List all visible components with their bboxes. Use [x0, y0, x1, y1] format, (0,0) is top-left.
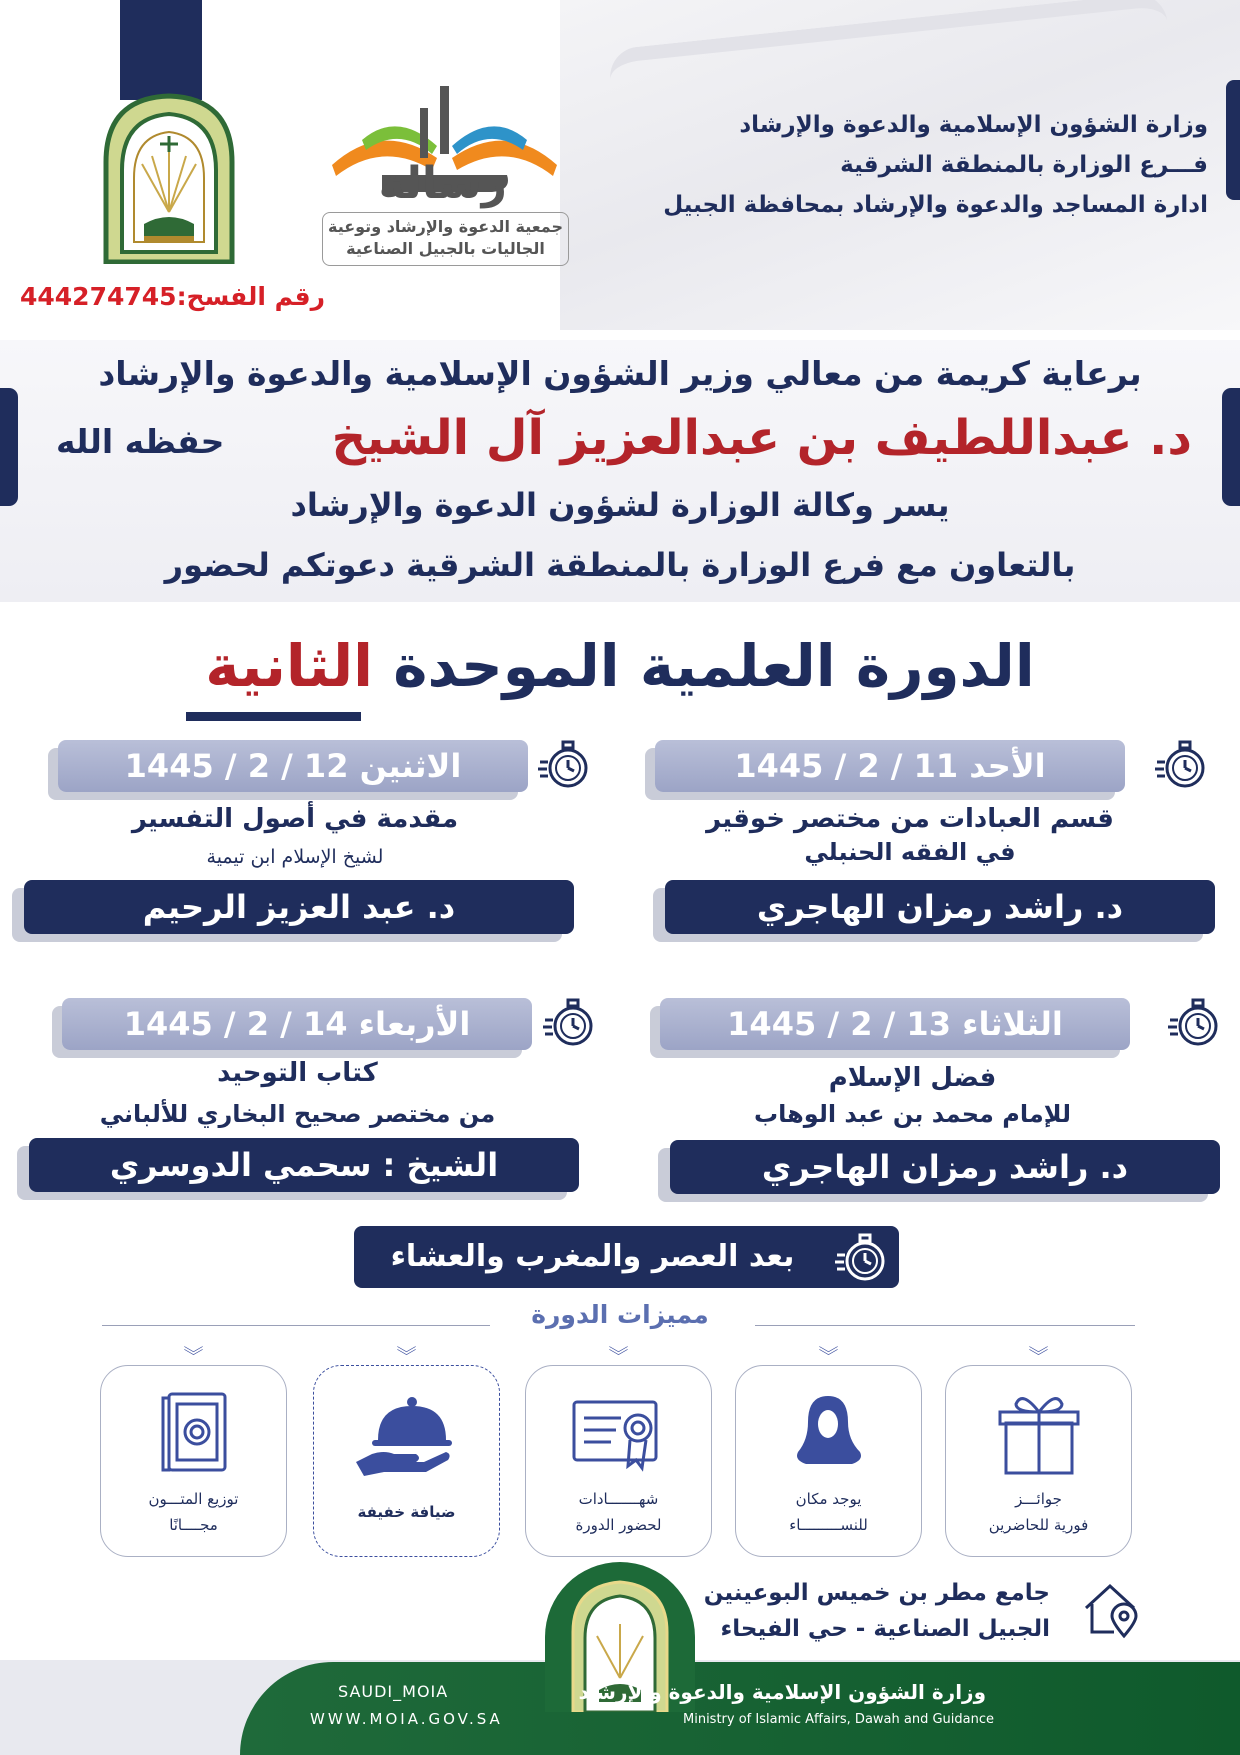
session-3-date: الثلاثاء 13 / 2 / 1445	[660, 998, 1130, 1050]
right-accent-bar	[1226, 80, 1240, 200]
hospitality-icon	[354, 1388, 459, 1478]
footer-green-band	[240, 1662, 1240, 1755]
feature-women-area	[735, 1344, 922, 1557]
ministry-emblem	[100, 92, 238, 264]
timing-bar	[354, 1226, 899, 1288]
features-divider-right	[755, 1325, 1135, 1326]
session-4-date: الأربعاء 14 / 2 / 1445	[62, 998, 532, 1050]
honorific: حفظه الله	[56, 422, 225, 461]
feature-certificates	[525, 1344, 712, 1557]
course-title-main: الدورة العلمية الموحدة	[393, 632, 1035, 700]
book-icon	[141, 1388, 246, 1478]
timing-text: بعد العصر والمغرب والعشاء	[390, 1239, 795, 1274]
stopwatch-icon	[543, 994, 599, 1054]
chevron-down-icon: ︾	[608, 1344, 629, 1368]
minister-name: د. عبداللطيف بن عبدالعزيز آل الشيخ	[331, 410, 1192, 466]
session-2-date: الاثنين 12 / 2 / 1445	[58, 740, 528, 792]
session-3-topic: فضل الإسلام	[828, 1063, 997, 1093]
certificate-icon	[566, 1388, 671, 1478]
session-1-speaker: د. راشد رمزان الهاجري	[665, 880, 1215, 934]
session-2-sub: لشيخ الإسلام ابن تيمية	[206, 846, 384, 868]
permit-number: رقم الفسح:444274745	[20, 282, 326, 311]
ministry-line-1: وزارة الشؤون الإسلامية والدعوة والإرشاد	[739, 112, 1208, 138]
ministry-line-2: فـــرع الوزارة بالمنطقة الشرقية	[840, 152, 1208, 178]
location-pin-icon	[1080, 1578, 1142, 1640]
feature-prizes-line1: جوائـــز	[1015, 1490, 1062, 1508]
session-1-topic: قسم العبادات من مختصر خوقير	[706, 804, 1114, 834]
session-1-date: الأحد 11 / 2 / 1445	[655, 740, 1125, 792]
footer-website-link[interactable]: WWW.MOIA.GOV.SA	[310, 1710, 503, 1728]
feature-hospitality	[313, 1344, 500, 1557]
footer-ministry-en: Ministry of Islamic Affairs, Dawah and Guidance	[683, 1712, 994, 1727]
feature-texts-line1: توزيع المتـــون	[148, 1490, 239, 1508]
stopwatch-icon	[538, 736, 594, 796]
ministry-line-3: ادارة المساجد والدعوة والإرشاد بمحافظة الجبيل	[663, 192, 1208, 218]
chevron-down-icon: ︾	[183, 1344, 204, 1368]
feature-hospitality-line1: ضيافة خفيفة	[357, 1503, 456, 1521]
location-district: الجبيل الصناعية - حي الفيحاء	[720, 1616, 1050, 1642]
location-mosque: جامع مطر بن خميس البوعينين	[703, 1580, 1050, 1606]
woman-icon	[776, 1388, 881, 1478]
feature-texts-line2: مجــــانًا	[169, 1516, 218, 1534]
session-2-topic: مقدمة في أصول التفسير	[131, 804, 459, 834]
feature-women-line2: للنســـــــــاء	[789, 1516, 868, 1534]
risala-logo	[322, 80, 567, 209]
stopwatch-icon	[835, 1229, 891, 1307]
association-name-box	[322, 212, 569, 266]
top-ribbon	[120, 0, 202, 100]
course-title-highlight: الثانية	[205, 632, 374, 700]
features-divider-left	[102, 1325, 490, 1326]
session-4-sub: من مختصر صحيح البخاري للألباني	[99, 1100, 496, 1128]
session-4-speaker: الشيخ : سحمي الدوسري	[29, 1138, 579, 1192]
session-3-sub: للإمام محمد بن عبد الوهاب	[754, 1100, 1071, 1128]
gift-icon	[986, 1388, 1091, 1478]
feature-women-line1: يوجد مكان	[795, 1490, 862, 1508]
course-title	[0, 632, 1240, 700]
feature-certificates-line1: شهـــــــادات	[578, 1490, 659, 1508]
session-3-speaker: د. راشد رمزان الهاجري	[670, 1140, 1220, 1194]
features-title: مميزات الدورة	[531, 1300, 709, 1329]
association-line2: الجاليات بالجبيل الصناعية	[346, 239, 545, 258]
stopwatch-icon	[1155, 736, 1211, 796]
chevron-down-icon: ︾	[1028, 1344, 1049, 1368]
feature-prizes-line2: فورية للحاضرين	[988, 1516, 1089, 1534]
stopwatch-icon	[1168, 994, 1224, 1054]
footer-ministry-ar: وزارة الشؤون الإسلامية والدعوة والإرشاد	[578, 1680, 986, 1704]
feature-certificates-line2: لحضور الدورة	[575, 1516, 662, 1534]
session-2-speaker: د. عبد العزيز الرحيم	[24, 880, 574, 934]
patronage-line-1: برعاية كريمة من معالي وزير الشؤون الإسلامية والدعوة والإرشاد	[98, 354, 1142, 393]
chevron-down-icon: ︾	[396, 1344, 417, 1368]
association-line1: جمعية الدعوة والإرشاد وتوعية	[327, 217, 564, 236]
patronage-line-3: يسر وكالة الوزارة لشؤون الدعوة والإرشاد	[290, 486, 950, 524]
title-underline	[186, 712, 361, 721]
chevron-down-icon: ︾	[818, 1344, 839, 1368]
feature-free-texts	[100, 1344, 287, 1557]
feature-prizes	[945, 1344, 1132, 1557]
patronage-line-4: بالتعاون مع فرع الوزارة بالمنطقة الشرقية دعوتكم لحضور	[164, 546, 1076, 584]
session-4-topic: كتاب التوحيد	[217, 1058, 378, 1088]
footer-social-handle[interactable]: SAUDI_MOIA	[338, 1682, 449, 1701]
session-1-sub: في الفقه الحنبلي	[804, 838, 1016, 866]
risala-logo-text: رسالة	[378, 158, 507, 209]
